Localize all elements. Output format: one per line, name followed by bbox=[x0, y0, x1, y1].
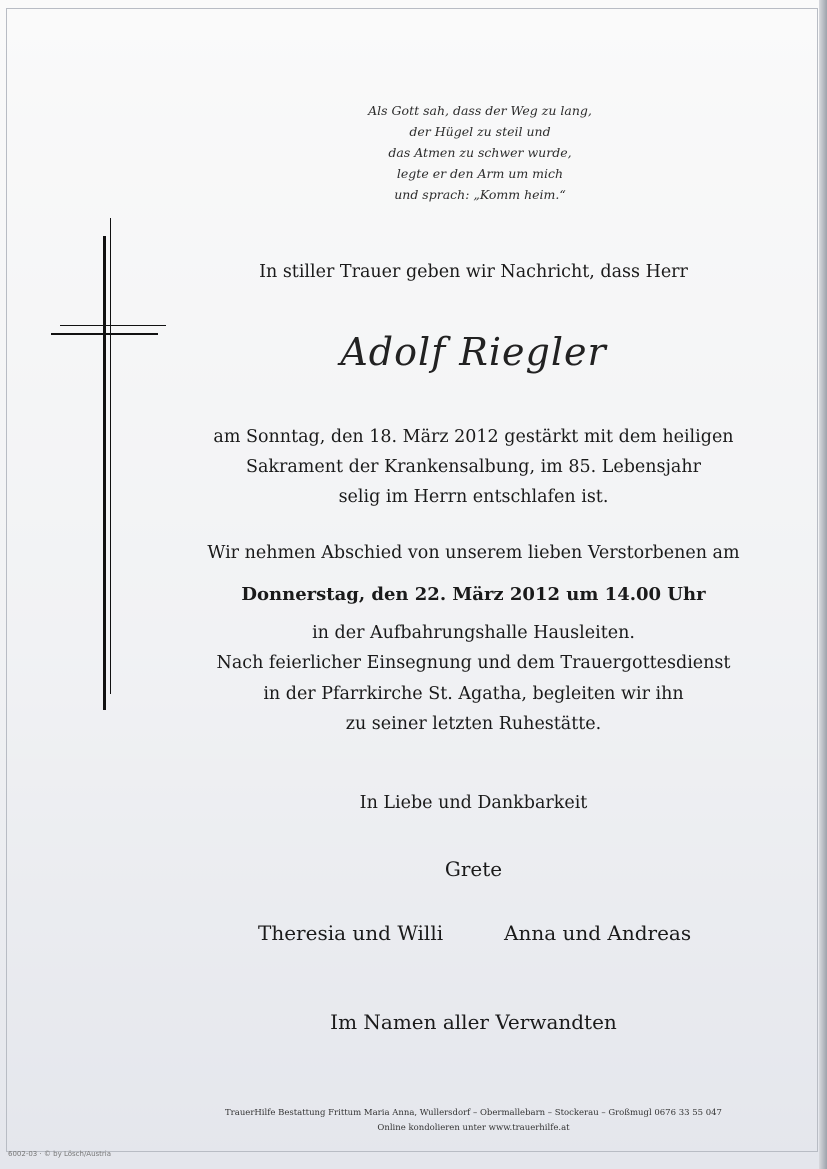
imprint: 6002-03 · © by Lösch/Austria bbox=[8, 1150, 112, 1158]
poem-line: legte er den Arm um mich bbox=[396, 166, 564, 181]
ceremony-line: in der Pfarrkirche St. Agatha, begleiten wir ihn bbox=[263, 684, 684, 704]
mourner-family-right: Anna und Andreas bbox=[504, 921, 692, 945]
deceased-name: Adolf Riegler bbox=[340, 330, 607, 374]
death-line: selig im Herrn entschlafen ist. bbox=[338, 487, 609, 507]
footer-undertaker: TrauerHilfe Bestattung Frittum Maria Anna, Wullersdorf – Obermallebarn – Stockerau – Großmugl 0676 33 55 047 bbox=[225, 1108, 722, 1118]
ceremony-line: in der Aufbahrungshalle Hausleiten. bbox=[312, 623, 635, 643]
closing-line: In Liebe und Dankbarkeit bbox=[359, 793, 588, 813]
poem-line: der Hügel zu steil und bbox=[409, 124, 551, 139]
poem-line: das Atmen zu schwer wurde, bbox=[388, 145, 572, 160]
relatives-line: Im Namen aller Verwandten bbox=[330, 1010, 617, 1034]
ceremony-line: Nach feierlicher Einsegnung und dem Trauergottesdienst bbox=[216, 653, 731, 673]
poem bbox=[360, 100, 600, 205]
death-line: am Sonntag, den 18. März 2012 gestärkt mit dem heiligen bbox=[213, 427, 734, 447]
ceremony-line: zu seiner letzten Ruhestätte. bbox=[345, 714, 602, 734]
mourner-spouse: Grete bbox=[444, 857, 503, 881]
announcement-intro: In stiller Trauer geben wir Nachricht, dass Herr bbox=[259, 262, 688, 282]
poem-line: und sprach: „Komm heim.“ bbox=[394, 187, 566, 202]
death-line: Sakrament der Krankensalbung, im 85. Lebensjahr bbox=[245, 457, 702, 477]
poem-line: Als Gott sah, dass der Weg zu lang, bbox=[368, 103, 592, 118]
farewell-intro: Wir nehmen Abschied von unserem lieben Verstorbenen am bbox=[207, 543, 740, 563]
mourner-family-left: Theresia und Willi bbox=[258, 921, 444, 945]
footer-online: Online kondolieren unter www.trauerhilfe.at bbox=[377, 1123, 570, 1133]
farewell-date: Donnerstag, den 22. März 2012 um 14.00 Uhr bbox=[241, 584, 706, 605]
